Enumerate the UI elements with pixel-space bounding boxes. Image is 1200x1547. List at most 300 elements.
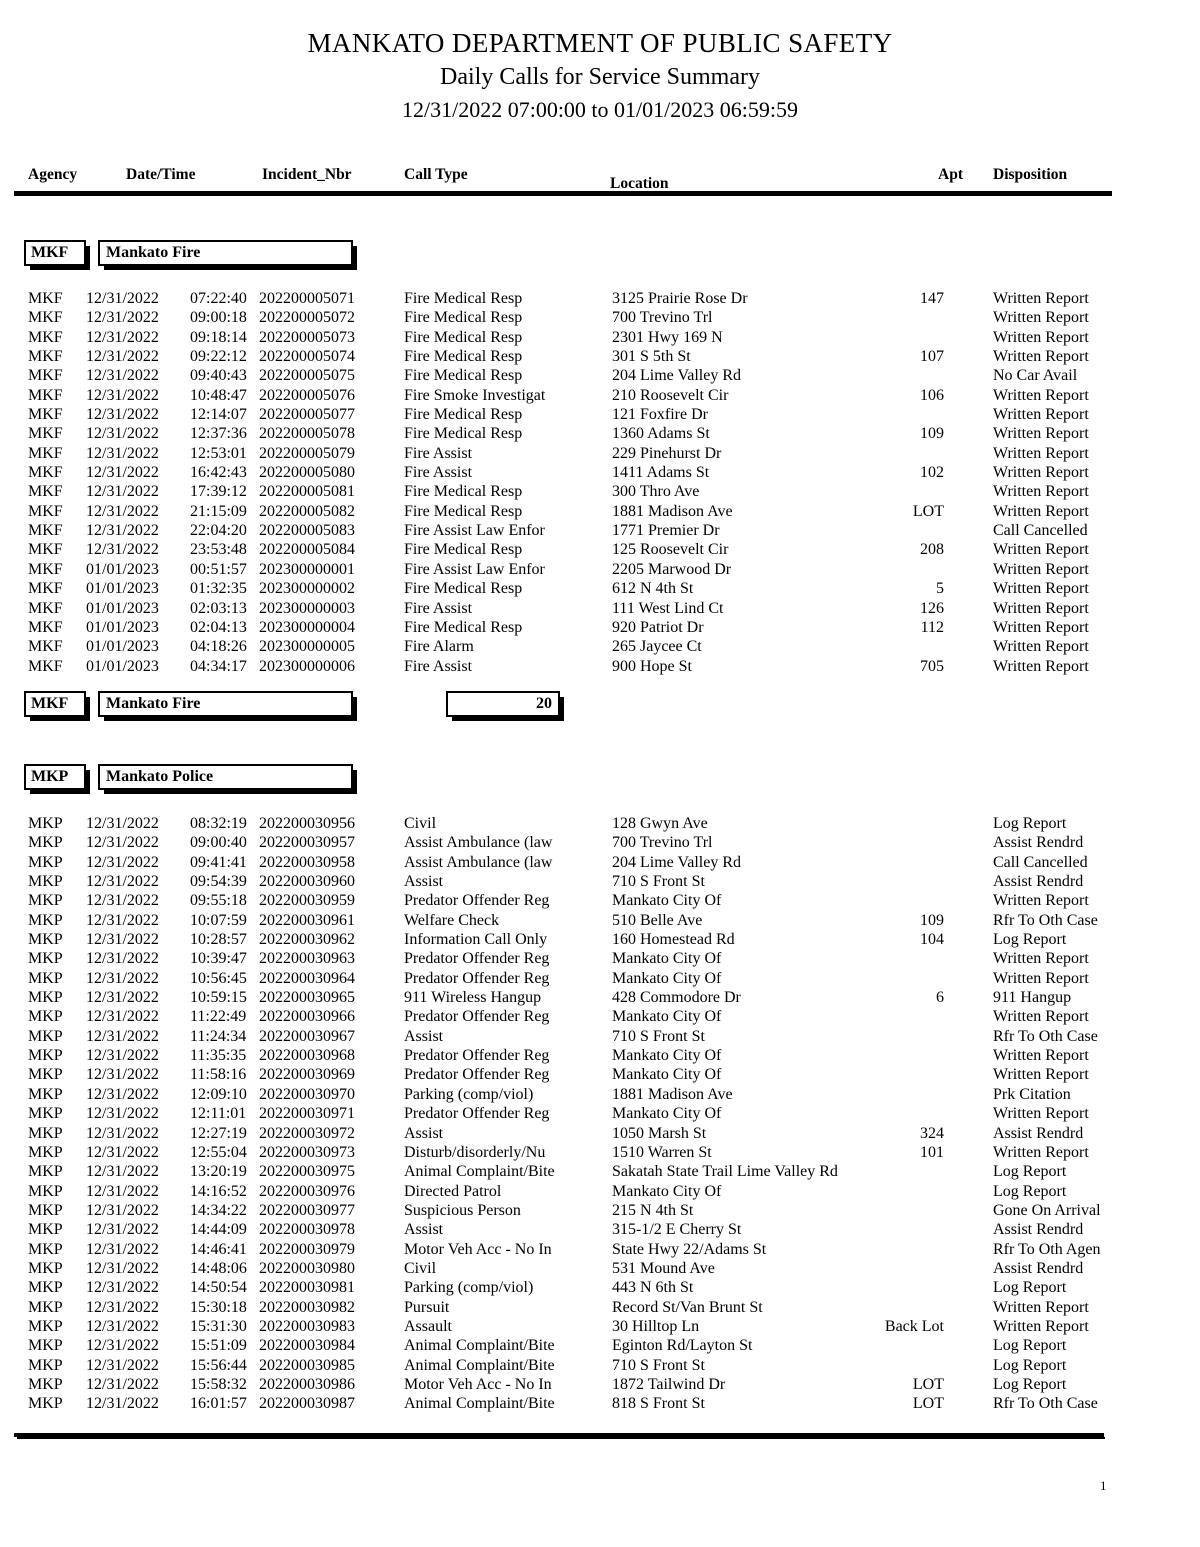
cell-time: 23:53:48 <box>190 541 247 559</box>
cell-location: 900 Hope St <box>612 657 692 675</box>
table-row[interactable] <box>0 1046 1200 1065</box>
table-row[interactable] <box>0 833 1200 852</box>
cell-disposition: Written Report <box>993 290 1089 307</box>
cell-date: 12/31/2022 <box>86 950 159 968</box>
cell-agency: MKP <box>28 1395 63 1413</box>
cell-time: 16:42:43 <box>190 464 247 482</box>
cell-date: 12/31/2022 <box>86 1279 159 1297</box>
table-row[interactable] <box>0 1336 1200 1355</box>
cell-time: 12:53:01 <box>190 444 247 462</box>
cell-location: Mankato City Of <box>612 892 722 910</box>
cell-agency: MKP <box>28 815 63 832</box>
cell-time: 12:14:07 <box>190 406 247 424</box>
table-row[interactable] <box>0 988 1200 1007</box>
cell-apt: LOT <box>912 1375 944 1393</box>
cell-incident-nbr: 202200030980 <box>259 1259 355 1277</box>
cell-disposition: No Car Avail <box>993 367 1078 385</box>
cell-location: 2205 Marwood Dr <box>612 560 732 578</box>
cell-date: 12/31/2022 <box>86 348 159 366</box>
table-row[interactable] <box>0 1240 1200 1259</box>
cell-agency: MKF <box>28 290 63 307</box>
cell-time: 09:22:12 <box>190 348 247 366</box>
cell-disposition: Log Report <box>993 1375 1067 1393</box>
cell-agency: MKP <box>28 1279 63 1297</box>
cell-agency: MKF <box>28 522 63 540</box>
cell-date: 12/31/2022 <box>86 1105 159 1123</box>
cell-disposition: Assist Rendrd <box>993 873 1084 891</box>
cell-incident-nbr: 202200030981 <box>259 1279 355 1297</box>
cell-agency: MKP <box>28 1298 63 1316</box>
cell-agency: MKP <box>28 989 63 1007</box>
cell-location: 1872 Tailwind Dr <box>612 1375 726 1393</box>
cell-date: 12/31/2022 <box>86 911 159 929</box>
cell-call-type: Fire Medical Resp <box>404 328 523 346</box>
cell-date: 12/31/2022 <box>86 1085 159 1103</box>
cell-disposition: Rfr To Oth Case <box>993 1027 1098 1045</box>
cell-time: 12:27:19 <box>190 1124 247 1142</box>
cell-agency: MKF <box>28 367 63 385</box>
cell-agency: MKF <box>28 444 63 462</box>
cell-incident-nbr: 202200030973 <box>259 1143 355 1161</box>
table-row[interactable] <box>0 289 1200 308</box>
cell-agency: MKP <box>28 1143 63 1161</box>
table-row[interactable] <box>0 1356 1200 1375</box>
cell-date: 01/01/2023 <box>86 657 159 675</box>
cell-call-type: Fire Medical Resp <box>404 425 523 443</box>
table-row[interactable] <box>0 930 1200 949</box>
cell-location: 710 S Front St <box>612 1027 705 1045</box>
cell-incident-nbr: 202200030986 <box>259 1375 355 1393</box>
cell-incident-nbr: 202200030966 <box>259 1008 355 1026</box>
cell-incident-nbr: 202200030967 <box>259 1027 355 1045</box>
table-row[interactable] <box>0 347 1200 366</box>
cell-call-type: Disturb/disorderly/Nu <box>404 1143 546 1161</box>
cell-time: 14:44:09 <box>190 1221 247 1239</box>
cell-apt: 6 <box>936 989 944 1007</box>
cell-call-type: Animal Complaint/Bite <box>404 1395 555 1413</box>
cell-time: 00:51:57 <box>190 560 247 578</box>
cell-incident-nbr: 202200030960 <box>259 873 355 891</box>
cell-time: 09:54:39 <box>190 873 247 891</box>
cell-call-type: Fire Assist Law Enfor <box>404 560 545 578</box>
cell-disposition: Log Report <box>993 1163 1067 1181</box>
cell-disposition: Gone On Arrival <box>993 1201 1101 1219</box>
table-row[interactable] <box>0 891 1200 910</box>
table-row[interactable] <box>0 386 1200 405</box>
cell-disposition: Written Report <box>993 1317 1089 1335</box>
cell-incident-nbr: 202200030965 <box>259 989 355 1007</box>
column-header-disposition: Disposition <box>993 166 1068 183</box>
cell-time: 02:03:13 <box>190 599 247 617</box>
cell-agency: MKP <box>28 1085 63 1103</box>
cell-agency: MKP <box>28 1201 63 1219</box>
cell-date: 12/31/2022 <box>86 853 159 871</box>
cell-disposition: Written Report <box>993 464 1089 482</box>
cell-location: Sakatah State Trail Lime Valley Rd <box>612 1163 838 1181</box>
cell-agency: MKP <box>28 969 63 987</box>
cell-time: 09:40:43 <box>190 367 247 385</box>
cell-disposition: Assist Rendrd <box>993 1124 1084 1142</box>
cell-date: 12/31/2022 <box>86 969 159 987</box>
cell-call-type: Fire Medical Resp <box>404 309 523 327</box>
cell-location: Mankato City Of <box>612 950 722 968</box>
cell-date: 12/31/2022 <box>86 367 159 385</box>
table-row[interactable] <box>0 482 1200 501</box>
cell-time: 17:39:12 <box>190 483 247 501</box>
cell-disposition: Written Report <box>993 892 1089 910</box>
cell-disposition: Assist Rendrd <box>993 834 1084 852</box>
table-row[interactable] <box>0 1259 1200 1278</box>
cell-incident-nbr: 202200005081 <box>259 483 355 501</box>
cell-location: 920 Patriot Dr <box>612 618 704 636</box>
cell-time: 15:31:30 <box>190 1317 247 1335</box>
table-row[interactable] <box>0 872 1200 891</box>
cell-date: 12/31/2022 <box>86 483 159 501</box>
rows-mkf <box>0 289 1200 676</box>
cell-agency: MKF <box>28 328 63 346</box>
cell-location: 443 N 6th St <box>612 1279 694 1297</box>
cell-time: 10:28:57 <box>190 931 247 949</box>
cell-date: 12/31/2022 <box>86 1163 159 1181</box>
table-row[interactable] <box>0 540 1200 559</box>
cell-agency: MKP <box>28 1221 63 1239</box>
cell-call-type: Fire Medical Resp <box>404 367 523 385</box>
table-row[interactable] <box>0 657 1200 676</box>
cell-location: 1771 Premier Dr <box>612 522 720 540</box>
cell-call-type: Fire Medical Resp <box>404 580 523 598</box>
cell-location: Mankato City Of <box>612 1047 722 1065</box>
cell-disposition: Written Report <box>993 1066 1089 1084</box>
cell-disposition: 911 Hangup <box>993 989 1072 1007</box>
cell-disposition: Written Report <box>993 618 1089 636</box>
cell-agency: MKP <box>28 1317 63 1335</box>
cell-incident-nbr: 202200030964 <box>259 969 355 987</box>
cell-apt: 104 <box>920 931 944 949</box>
cell-date: 12/31/2022 <box>86 1066 159 1084</box>
cell-agency: MKP <box>28 1124 63 1142</box>
cell-location: 215 N 4th St <box>612 1201 694 1219</box>
cell-disposition: Log Report <box>993 1182 1067 1200</box>
cell-location: 612 N 4th St <box>612 580 694 598</box>
cell-apt: Back Lot <box>884 1317 944 1335</box>
cell-date: 01/01/2023 <box>86 599 159 617</box>
cell-incident-nbr: 202200030972 <box>259 1124 355 1142</box>
cell-incident-nbr: 202200030968 <box>259 1047 355 1065</box>
cell-call-type: Civil <box>404 1259 437 1277</box>
table-row[interactable] <box>0 521 1200 540</box>
cell-date: 12/31/2022 <box>86 1317 159 1335</box>
cell-date: 12/31/2022 <box>86 892 159 910</box>
group-name: Mankato Fire <box>98 240 353 266</box>
table-row[interactable] <box>0 969 1200 988</box>
cell-apt: 147 <box>920 290 944 307</box>
cell-incident-nbr: 202200030987 <box>259 1395 355 1413</box>
cell-date: 12/31/2022 <box>86 1375 159 1393</box>
cell-location: 2301 Hwy 169 N <box>612 328 723 346</box>
table-row[interactable] <box>0 444 1200 463</box>
cell-time: 02:04:13 <box>190 618 247 636</box>
page-title: MANKATO DEPARTMENT OF PUBLIC SAFETY <box>307 28 893 58</box>
cell-date: 12/31/2022 <box>86 541 159 559</box>
cell-time: 09:00:18 <box>190 309 247 327</box>
cell-disposition: Written Report <box>993 560 1089 578</box>
table-row[interactable] <box>0 560 1200 579</box>
cell-agency: MKP <box>28 950 63 968</box>
table-row[interactable] <box>0 814 1200 833</box>
cell-call-type: Assist Ambulance (law <box>404 853 553 871</box>
column-header-incident-nbr: Incident_Nbr <box>262 166 352 183</box>
cell-location: 111 West Lind Ct <box>612 599 724 617</box>
cell-disposition: Assist Rendrd <box>993 1221 1084 1239</box>
table-row[interactable] <box>0 637 1200 656</box>
table-row[interactable] <box>0 1278 1200 1297</box>
cell-disposition: Rfr To Oth Agen <box>993 1240 1101 1258</box>
table-row[interactable] <box>0 328 1200 347</box>
cell-location: 204 Lime Valley Rd <box>612 367 742 385</box>
table-row[interactable] <box>0 1143 1200 1162</box>
cell-agency: MKF <box>28 406 63 424</box>
cell-date: 12/31/2022 <box>86 1240 159 1258</box>
cell-call-type: Welfare Check <box>404 911 500 929</box>
table-row[interactable] <box>0 1201 1200 1220</box>
cell-call-type: Predator Offender Reg <box>404 1066 550 1084</box>
cell-incident-nbr: 202200030969 <box>259 1066 355 1084</box>
cell-apt: 109 <box>920 425 944 443</box>
cell-call-type: Fire Medical Resp <box>404 290 523 307</box>
cell-location: 125 Roosevelt Cir <box>612 541 729 559</box>
table-row[interactable] <box>0 1298 1200 1317</box>
cell-location: 700 Trevino Trl <box>612 834 713 852</box>
report-header <box>0 26 1200 125</box>
column-header-call-type: Call Type <box>404 166 468 183</box>
cell-incident-nbr: 202200030983 <box>259 1317 355 1335</box>
table-row[interactable] <box>0 1085 1200 1104</box>
cell-date: 12/31/2022 <box>86 873 159 891</box>
cell-date: 12/31/2022 <box>86 290 159 307</box>
cell-date: 12/31/2022 <box>86 1182 159 1200</box>
table-row[interactable] <box>0 853 1200 872</box>
group-name: Mankato Police <box>98 764 353 790</box>
cell-call-type: Fire Assist <box>404 657 473 675</box>
cell-agency: MKF <box>28 502 63 520</box>
cell-time: 14:48:06 <box>190 1259 247 1277</box>
cell-date: 12/31/2022 <box>86 309 159 327</box>
cell-incident-nbr: 202300000001 <box>259 560 355 578</box>
group-header-mkf <box>0 240 1200 268</box>
cell-incident-nbr: 202300000006 <box>259 657 355 675</box>
cell-date: 12/31/2022 <box>86 1356 159 1374</box>
cell-incident-nbr: 202200030985 <box>259 1356 355 1374</box>
table-row[interactable] <box>0 1220 1200 1239</box>
cell-agency: MKF <box>28 348 63 366</box>
cell-location: Mankato City Of <box>612 1182 722 1200</box>
cell-call-type: Predator Offender Reg <box>404 1008 550 1026</box>
cell-location: 710 S Front St <box>612 873 705 891</box>
cell-time: 09:18:14 <box>190 328 247 346</box>
table-row[interactable] <box>0 618 1200 637</box>
cell-call-type: Fire Medical Resp <box>404 406 523 424</box>
cell-date: 01/01/2023 <box>86 618 159 636</box>
cell-agency: MKF <box>28 580 63 598</box>
report-date-range: 12/31/2022 07:00:00 to 01/01/2023 06:59:59 <box>401 97 798 122</box>
cell-date: 12/31/2022 <box>86 1047 159 1065</box>
cell-disposition: Written Report <box>993 502 1089 520</box>
column-header-apt: Apt <box>938 166 963 183</box>
table-row[interactable] <box>0 1182 1200 1201</box>
cell-date: 12/31/2022 <box>86 1143 159 1161</box>
cell-call-type: Animal Complaint/Bite <box>404 1356 555 1374</box>
cell-call-type: Motor Veh Acc - No In <box>404 1375 552 1393</box>
cell-disposition: Written Report <box>993 328 1089 346</box>
cell-location: Mankato City Of <box>612 1066 722 1084</box>
cell-disposition: Rfr To Oth Case <box>993 1395 1098 1413</box>
cell-disposition: Written Report <box>993 309 1089 327</box>
cell-call-type: Assist <box>404 873 444 891</box>
cell-time: 09:41:41 <box>190 853 247 871</box>
cell-apt: 107 <box>920 348 944 366</box>
cell-location: 710 S Front St <box>612 1356 705 1374</box>
cell-agency: MKP <box>28 911 63 929</box>
cell-time: 01:32:35 <box>190 580 247 598</box>
table-row[interactable] <box>0 1065 1200 1084</box>
cell-agency: MKF <box>28 309 63 327</box>
table-row[interactable] <box>0 1375 1200 1394</box>
cell-date: 12/31/2022 <box>86 1259 159 1277</box>
cell-call-type: Fire Medical Resp <box>404 618 523 636</box>
cell-incident-nbr: 202200030976 <box>259 1182 355 1200</box>
cell-call-type: Fire Assist <box>404 444 473 462</box>
cell-time: 11:58:16 <box>190 1066 247 1084</box>
group-name: Mankato Fire <box>98 691 353 717</box>
cell-call-type: Fire Medical Resp <box>404 483 523 501</box>
cell-incident-nbr: 202200030975 <box>259 1163 355 1181</box>
cell-call-type: Fire Medical Resp <box>404 348 523 366</box>
cell-location: 700 Trevino Trl <box>612 309 713 327</box>
cell-call-type: Fire Assist <box>404 464 473 482</box>
cell-agency: MKP <box>28 1047 63 1065</box>
cell-incident-nbr: 202300000005 <box>259 638 355 656</box>
cell-incident-nbr: 202300000004 <box>259 618 355 636</box>
cell-disposition: Written Report <box>993 580 1089 598</box>
cell-location: 265 Jaycee Ct <box>612 638 702 656</box>
cell-disposition: Written Report <box>993 425 1089 443</box>
cell-incident-nbr: 202200005082 <box>259 502 355 520</box>
cell-date: 01/01/2023 <box>86 560 159 578</box>
cell-location: 3125 Prairie Rose Dr <box>612 290 748 307</box>
table-row[interactable] <box>0 463 1200 482</box>
cell-date: 12/31/2022 <box>86 1395 159 1413</box>
group-code: MKF <box>24 691 86 717</box>
table-row[interactable] <box>0 405 1200 424</box>
table-row[interactable] <box>0 1027 1200 1046</box>
cell-location: 204 Lime Valley Rd <box>612 853 742 871</box>
cell-time: 10:59:15 <box>190 989 247 1007</box>
table-row[interactable] <box>0 366 1200 385</box>
cell-agency: MKF <box>28 657 63 675</box>
cell-call-type: Parking (comp/viol) <box>404 1085 534 1103</box>
report-subtitle: Daily Calls for Service Summary <box>440 64 760 90</box>
cell-location: State Hwy 22/Adams St <box>612 1240 767 1258</box>
table-row[interactable] <box>0 424 1200 443</box>
cell-incident-nbr: 202200030958 <box>259 853 355 871</box>
table-row[interactable] <box>0 949 1200 968</box>
group-header-mkp <box>0 764 1200 792</box>
cell-date: 12/31/2022 <box>86 1337 159 1355</box>
cell-agency: MKP <box>28 1105 63 1123</box>
cell-disposition: Assist Rendrd <box>993 1259 1084 1277</box>
group-code: MKF <box>24 240 86 266</box>
cell-disposition: Log Report <box>993 1356 1067 1374</box>
page-number: 1 <box>1100 1478 1107 1493</box>
cell-incident-nbr: 202300000002 <box>259 580 355 598</box>
cell-incident-nbr: 202300000003 <box>259 599 355 617</box>
cell-disposition: Written Report <box>993 969 1089 987</box>
cell-agency: MKP <box>28 1375 63 1393</box>
cell-incident-nbr: 202200030970 <box>259 1085 355 1103</box>
cell-apt: 102 <box>920 464 944 482</box>
table-row[interactable] <box>0 599 1200 618</box>
cell-agency: MKF <box>28 560 63 578</box>
cell-time: 10:07:59 <box>190 911 247 929</box>
cell-date: 12/31/2022 <box>86 1027 159 1045</box>
cell-location: Mankato City Of <box>612 969 722 987</box>
cell-incident-nbr: 202200005074 <box>259 348 355 366</box>
table-row[interactable] <box>0 579 1200 598</box>
cell-time: 15:30:18 <box>190 1298 247 1316</box>
cell-call-type: Fire Smoke Investigat <box>404 386 546 404</box>
cell-time: 14:46:41 <box>190 1240 247 1258</box>
cell-time: 10:56:45 <box>190 969 247 987</box>
cell-disposition: Written Report <box>993 483 1089 501</box>
cell-disposition: Log Report <box>993 1337 1067 1355</box>
table-row[interactable] <box>0 502 1200 521</box>
cell-date: 12/31/2022 <box>86 386 159 404</box>
group-total-count: 20 <box>446 691 560 717</box>
cell-location: 428 Commodore Dr <box>612 989 741 1007</box>
table-row[interactable] <box>0 1317 1200 1336</box>
cell-date: 12/31/2022 <box>86 502 159 520</box>
cell-date: 12/31/2022 <box>86 444 159 462</box>
table-row[interactable] <box>0 1007 1200 1026</box>
cell-incident-nbr: 202200030977 <box>259 1201 355 1219</box>
cell-agency: MKP <box>28 1182 63 1200</box>
table-row[interactable] <box>0 1162 1200 1181</box>
cell-incident-nbr: 202200005083 <box>259 522 355 540</box>
cell-incident-nbr: 202200005072 <box>259 309 355 327</box>
cell-location: 160 Homestead Rd <box>612 931 735 949</box>
cell-call-type: Fire Medical Resp <box>404 502 523 520</box>
cell-disposition: Written Report <box>993 1008 1089 1026</box>
cell-time: 04:34:17 <box>190 657 247 675</box>
table-row[interactable] <box>0 911 1200 930</box>
cell-location: 1360 Adams St <box>612 425 710 443</box>
cell-call-type: Fire Alarm <box>404 638 474 656</box>
cell-apt: LOT <box>912 502 944 520</box>
cell-time: 12:09:10 <box>190 1085 247 1103</box>
cell-apt: 106 <box>920 386 944 404</box>
cell-location: 30 Hilltop Ln <box>612 1317 700 1335</box>
cell-call-type: Civil <box>404 815 437 832</box>
table-row[interactable] <box>0 1394 1200 1413</box>
cell-agency: MKP <box>28 1027 63 1045</box>
cell-time: 12:37:36 <box>190 425 247 443</box>
table-row[interactable] <box>0 308 1200 327</box>
cell-agency: MKP <box>28 873 63 891</box>
table-row[interactable] <box>0 1124 1200 1143</box>
table-row[interactable] <box>0 1104 1200 1123</box>
cell-date: 12/31/2022 <box>86 1221 159 1239</box>
cell-location: 1881 Madison Ave <box>612 1085 733 1103</box>
